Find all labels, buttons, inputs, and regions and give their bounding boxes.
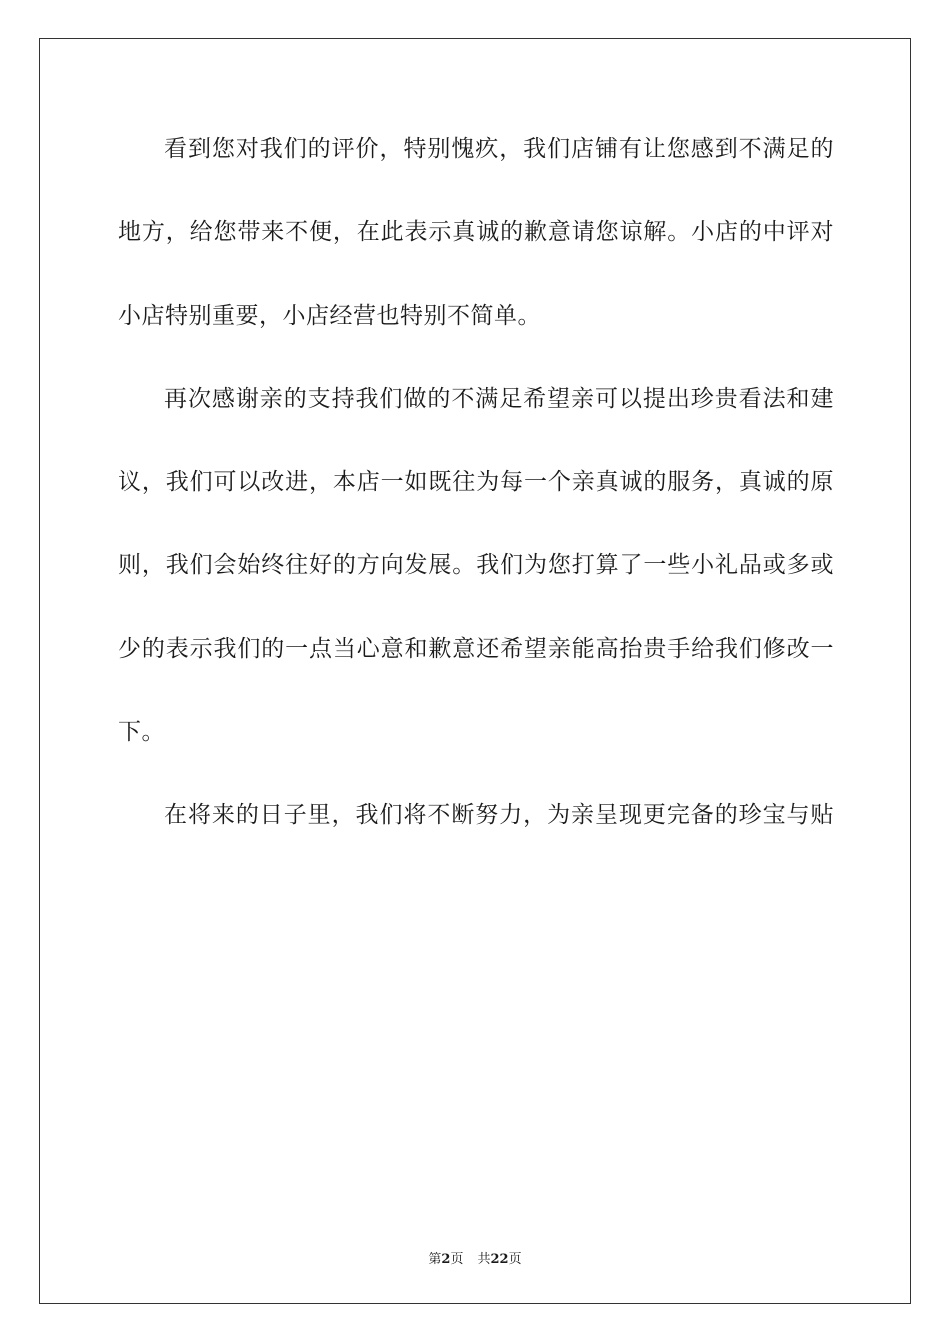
total-prefix: 共 — [477, 1252, 491, 1267]
page-number: 2 — [441, 1252, 451, 1267]
paragraph-1-line-1: 看到您对我们的评价，特别愧疚，我们店铺有让您感到不满足的 — [164, 136, 834, 162]
total-suffix: 页 — [508, 1252, 522, 1267]
total-pages: 22 — [490, 1252, 509, 1267]
paragraph-3-line-1: 在将来的日子里，我们将不断努力，为亲呈现更完备的珍宝与贴 — [164, 802, 834, 829]
page-prefix: 第 — [428, 1252, 442, 1267]
paragraph-2-line-2: 议，我们可以改进，本店一如既往为每一个亲真诚的服务，真诚的原 — [118, 469, 834, 496]
paragraph-2-line-4: 少的表示我们的一点当心意和歉意还希望亲能高抬贵手给我们修改一 — [118, 635, 834, 662]
paragraph-1-line-2: 地方，给您带来不便，在此表示真诚的歉意请您谅解。小店的中评对 — [118, 219, 834, 246]
paragraph-1-line-3: 小店特别重要，小店经营也特别不简单。 — [118, 302, 541, 329]
page-suffix: 页 — [450, 1252, 464, 1267]
paragraph-2-line-5: 下。 — [118, 719, 165, 746]
page-footer — [0, 1248, 950, 1267]
paragraph-2-line-3: 则，我们会始终往好的方向发展。我们为您打算了一些小礼品或多或 — [118, 552, 834, 579]
paragraph-2-line-1: 再次感谢亲的支持我们做的不满足希望亲可以提出珍贵看法和建 — [164, 385, 834, 412]
document-body — [118, 108, 834, 858]
